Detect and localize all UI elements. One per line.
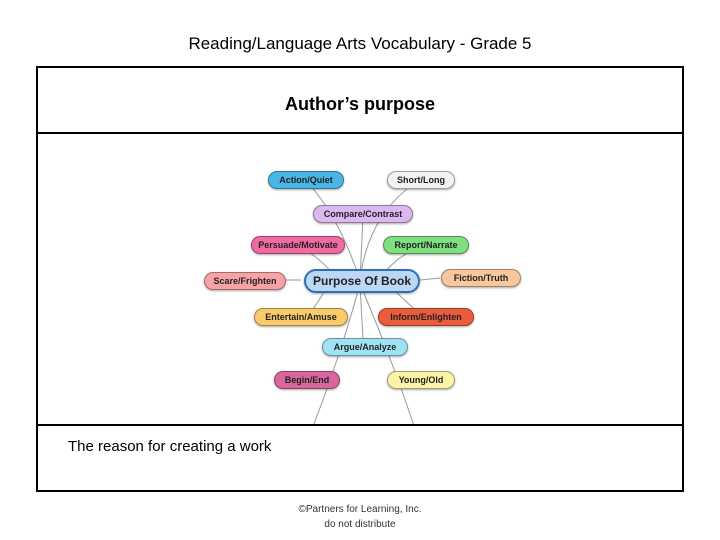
- mind-map-node: [378, 308, 474, 326]
- mind-map-node: [383, 236, 469, 254]
- mind-map-center-node: [304, 269, 420, 293]
- connector-action-quiet: [306, 181, 360, 280]
- mind-map-node: [322, 338, 408, 356]
- mind-map-node: [313, 205, 413, 223]
- mind-map-diagram: [38, 134, 682, 426]
- vocabulary-definition: The reason for creating a work: [68, 438, 272, 455]
- node-label: Action/Quiet: [279, 175, 333, 185]
- node-label: Argue/Analyze: [333, 342, 397, 352]
- vocabulary-card: [36, 66, 684, 492]
- node-label: Begin/End: [284, 375, 330, 385]
- distribution-notice: do not distribute: [324, 519, 396, 530]
- copyright-footer: [0, 502, 720, 532]
- copyright-line: ©Partners for Learning, Inc.: [298, 504, 422, 515]
- vocabulary-term: Author’s purpose: [284, 94, 435, 114]
- node-label: Short/Long: [397, 175, 445, 185]
- node-label: Entertain/Amuse: [265, 312, 337, 322]
- mind-map-node: [441, 269, 521, 287]
- connector-short-long: [360, 181, 418, 280]
- node-label: Report/Narrate: [394, 240, 458, 250]
- node-label: Compare/Contrast: [323, 209, 403, 219]
- mind-map-node: [387, 371, 455, 389]
- node-label: Persuade/Motivate: [258, 240, 338, 250]
- connector-fiction-truth: [420, 278, 440, 280]
- mind-map-node: [268, 171, 344, 189]
- term-section: [38, 68, 682, 134]
- node-label: Young/Old: [398, 375, 444, 385]
- mind-map-node: [387, 171, 455, 189]
- node-label: Fiction/Truth: [453, 273, 509, 283]
- page-title: Reading/Language Arts Vocabulary - Grade 5: [188, 34, 532, 53]
- mind-map-node: [204, 272, 286, 290]
- node-label: Scare/Frighten: [213, 276, 277, 286]
- center-label: Purpose Of Book: [312, 274, 411, 288]
- node-label: Inform/Enlighten: [390, 312, 462, 322]
- mind-map-node: [251, 236, 345, 254]
- mind-map-node: [274, 371, 340, 389]
- mind-map-node: [254, 308, 348, 326]
